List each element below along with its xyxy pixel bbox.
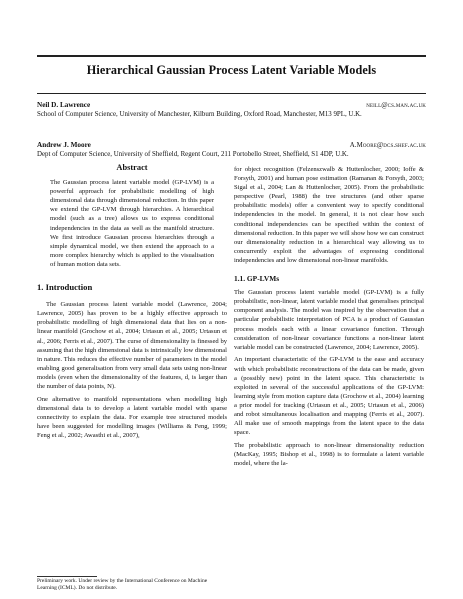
gplvm-paragraph-3: The probabilistic approach to non-linear dimensionality reduction (MacKay, 1995; Bishop et al., 1998) is to formulate a latent variable model, where the la- [234,442,424,468]
gplvm-paragraph-2: An important characteristic of the GP-LVM is the ease and accuracy with which probabilistic reconstructions of the data can be made, given a (possibly new) point in the latent space. This characteristic is exploited in several of the successful applications of the GP-LVM: learning style from motion capture data (Grochow et al., 2004) learning a prior model for tracking (Urtasun et al., 2005; Urtasun et al., 2006) and robot simultaneous localisation and mapping (Ferris et al., 2007). All make use of smooth mappings from the latent space to the data space. [234,356,424,437]
paper-title: Hierarchical Gaussian Process Latent Variable Models [86,63,377,77]
intro-paragraph-1: The Gaussian process latent variable model (Lawrence, 2004; Lawrence, 2005) has proven to be a highly effective approach to probabilistic modelling of high dimensional data that lies on a non-linear manifold (Grochow et al., 2004; Urtasun et al., 2005; Urtasun et al., 2006; Ferris et al., 2007). The curse of dimensionality is finessed by assuming that the high dimensional data is intrinsically low dimensional in nature. This reduces the effective number of parameters in the model enabling good generalisation from very small data sets using non-linear models (even when the dimensionality of the features, d, is larger than the number of data points, N). [37,301,227,390]
section-heading-introduction: 1. Introduction [37,282,93,293]
abstract-heading: Abstract [116,163,148,172]
author-name: Andrew J. Moore [37,141,91,149]
author-email: neill@cs.man.ac.uk [366,102,426,109]
author-email: A.Moore@dcs.shef.ac.uk [349,142,426,149]
footnote-rule [37,576,97,577]
intro-paragraph-2: One alternative to manifold representations when modelling high dimensional data is to develop a latent variable model with sparse connectivity to explain the data. For example tree structured models have been suggested for modelling images (Williams & Feng, 1999; Feng et al., 2002; Awasthi et al., 2007), [37,395,227,440]
subsection-heading-gplvms: 1.1. GP-LVMs [234,274,280,284]
right-column [234,165,424,472]
intro-paragraph-3: for object recognition (Felzenszwalb & Huttenlocher, 2000; Ioffe & Forsyth, 2001) and human pose estimation (Ramanan & Forsyth, 2003; Sigal et al., 2004; Lan & Huttenlocher, 2005). From the probabilistic perspective (Pearl, 1988) the tree structures (and other sparse probabilistic models) offer a convenient way to specify conditional independencies in the model. In general, it is not clear how such conditional independencies can be specified within the context of dimensional reduction. In this paper we will show how we can construct our dimensionality reduction in a hierarchical way allowing us to concurrently exploit the advantages of expressing conditional independencies and low dimensional non-linear manifolds. [234,166,424,264]
author-block-1 [37,101,426,120]
abstract-text: The Gaussian process latent variable model (GP-LVM) is a powerful approach for probabilistic modelling of high dimensional data through dimensional reduction. In this paper we extend the GP-LVM through hierarchies. A hierarchical model (such as a tree) allows us to express conditional independencies in the data as well as the manifold structure. We first introduce Gaussian process hierarchies through a simple dynamical model, we then extend the approach to a more complex hierarchy which is applied to the visualisation of human motion data sets. [50,179,214,268]
author-affiliation: School of Computer Science, University of Manchester, Kilburn Building, Oxford Road, Manchester, M13 9PL, U.K. [37,111,362,119]
author-affiliation: Dept of Computer Science, University of Sheffield, Regent Court, 211 Portobello Street, Sheffield, S1 4DP, U.K. [37,151,349,159]
left-column [37,163,227,444]
footnote: Preliminary work. Under review by the International Conference on Machine Learning (ICML). Do not distribute. [37,578,208,591]
title-rule-bottom [37,93,426,94]
author-block-2 [37,141,426,160]
title-rule-top [37,55,426,57]
author-name: Neil D. Lawrence [37,101,91,109]
gplvm-paragraph-1: The Gaussian process latent variable model (GP-LVM) is a fully probabilistic, non-linear, latent variable model that generalises principal component analysis. The model was inspired by the observation that a particular probabilistic interpretation of PCA is a product of Gaussian process models each with a linear covariance function. Through consideration of non-linear covariance functions a non-linear latent variable model can be constructed (Lawrence, 2004; Lawrence, 2005). [234,289,424,351]
